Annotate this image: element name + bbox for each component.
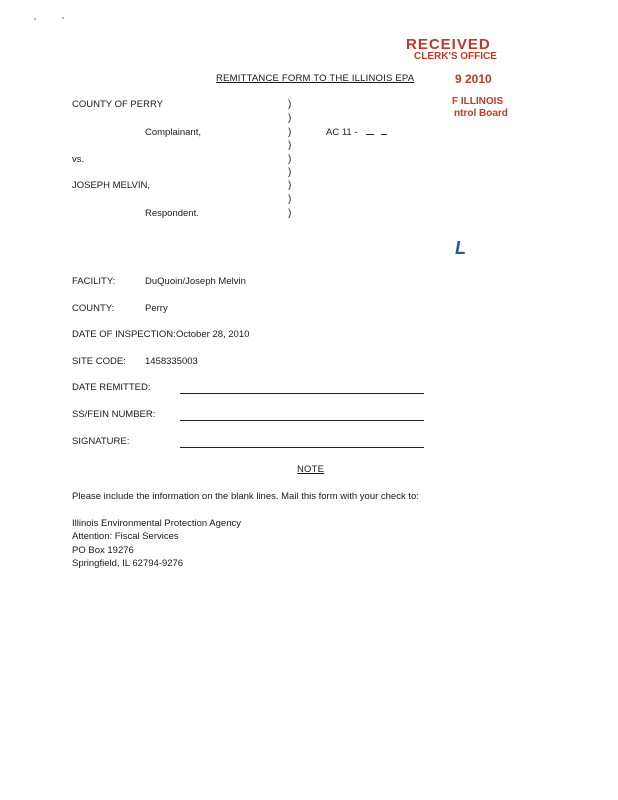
facility-label: FACILITY: [72,276,116,287]
caption-paren: ) [288,194,292,205]
ssfein-blank-line[interactable] [180,420,424,421]
caption-paren: ) [288,180,292,191]
plaintiff-role: Complainant, [145,127,201,138]
site-code-value: 1458335003 [145,356,198,367]
ssfein-label: SS/FEIN NUMBER: [72,409,156,420]
scan-speck [34,18,36,20]
signature-blank-line[interactable] [180,447,424,448]
stamp-state-text: F ILLINOIS [452,96,504,107]
county-value: Perry [145,303,168,314]
address-line: Attention: Fiscal Services [72,531,179,542]
stamp-office-text: CLERK'S OFFICE [414,51,497,62]
caption-paren: ) [288,127,292,138]
form-title: REMITTANCE FORM TO THE ILLINOIS EPA [216,73,415,84]
caption-paren: ) [288,167,292,178]
scan-speck [62,17,64,19]
facility-value: DuQuoin/Joseph Melvin [145,276,246,287]
case-number-blank [366,134,374,135]
site-code-label: SITE CODE: [72,356,126,367]
versus-label: vs. [72,154,85,165]
address-line: Illinois Environmental Protection Agency [72,518,241,529]
case-number-prefix: AC 11 - [326,127,358,138]
caption-paren: ) [288,113,292,124]
caption-paren: ) [288,154,292,165]
address-line: PO Box 19276 [72,545,134,556]
inspection-date-label: DATE OF INSPECTION: [72,329,176,340]
caption-paren: ) [288,208,292,219]
signature-label: SIGNATURE: [72,436,130,447]
case-number [326,127,387,138]
note-heading: NOTE [297,464,325,475]
stamp-received-text: RECEIVED [406,36,491,53]
date-remitted-blank-line[interactable] [180,393,424,394]
defendant-name: JOSEPH MELVIN, [72,180,150,191]
note-instruction: Please include the information on the blank lines. Mail this form with your check to: [72,491,419,502]
address-line: Springfield, IL 62794-9276 [72,558,184,569]
county-label: COUNTY: [72,303,115,314]
handwritten-mark: L [455,238,466,258]
date-remitted-label: DATE REMITTED: [72,382,151,393]
caption-paren: ) [288,140,292,151]
defendant-role: Respondent. [145,208,199,219]
case-number-blank [381,134,387,135]
inspection-date-value: October 28, 2010 [176,329,250,340]
stamp-date-text: 9 2010 [455,72,492,86]
stamp-board-text: ntrol Board [454,108,508,119]
caption-paren: ) [288,99,292,110]
plaintiff-name: COUNTY OF PERRY [72,99,163,110]
